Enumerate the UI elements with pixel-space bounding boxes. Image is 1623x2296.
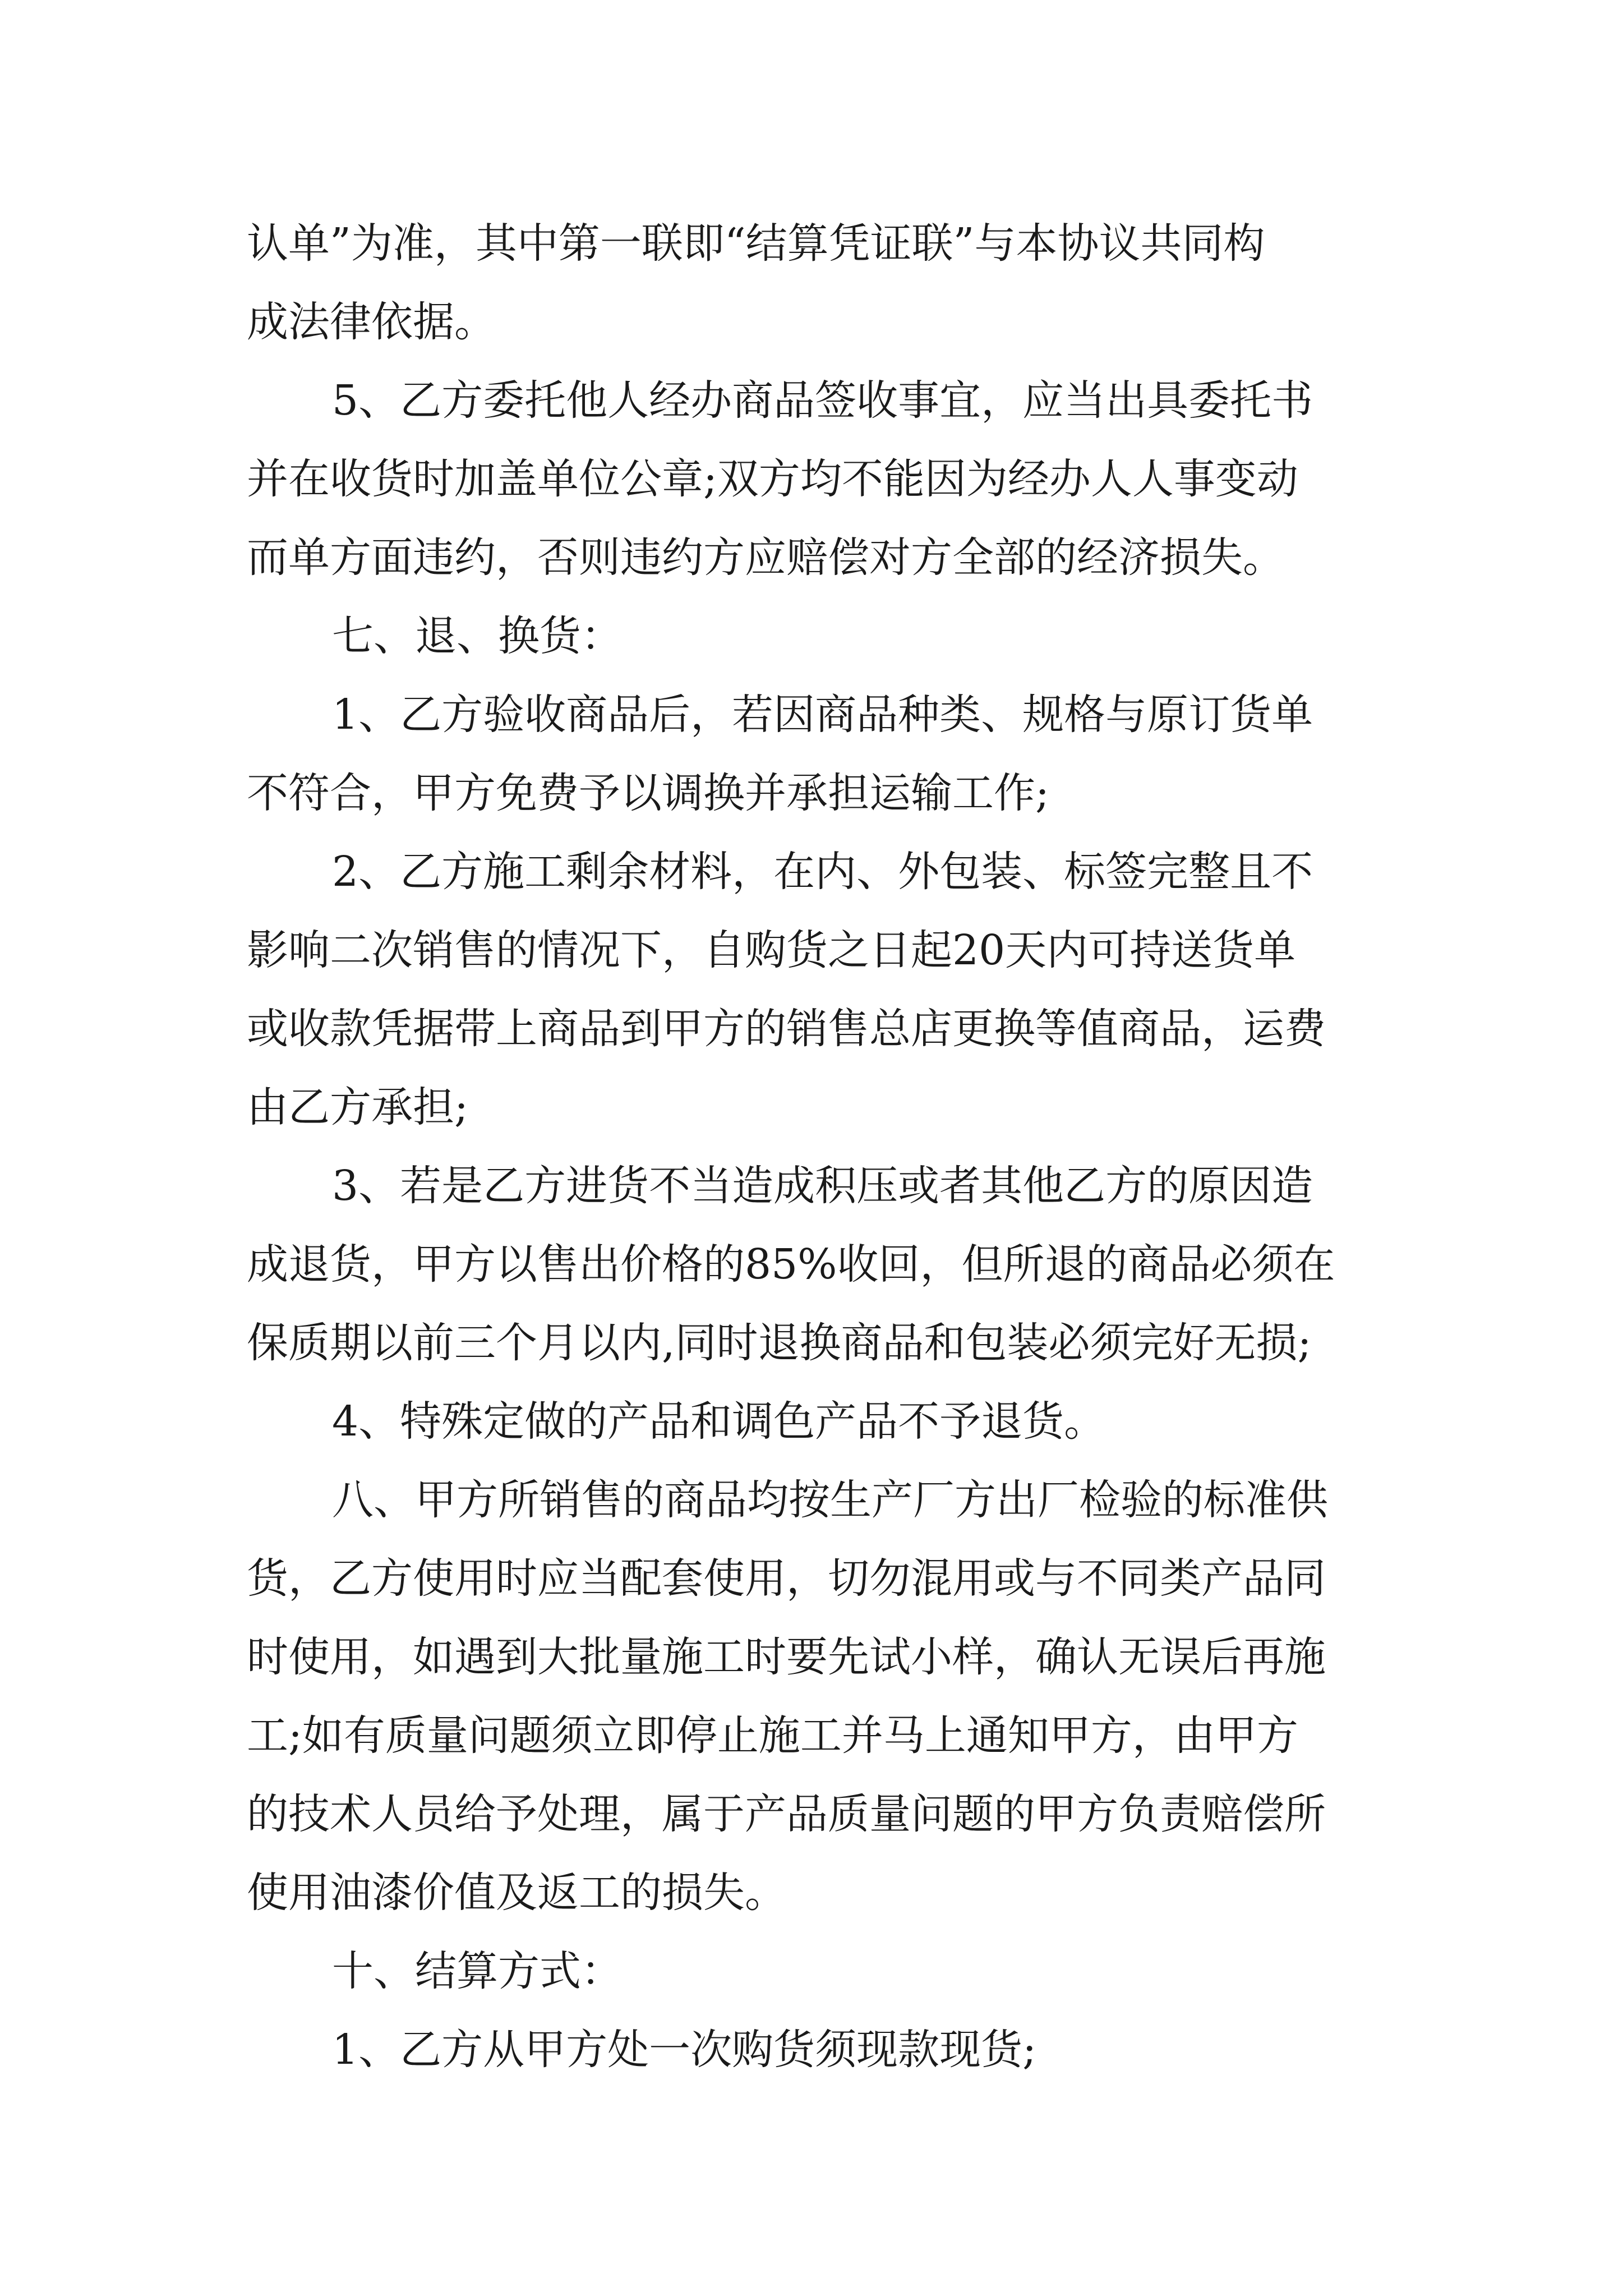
text-line: 货，乙方使用时应当配套使用，切勿混用或与不同类产品同: [247, 1554, 1326, 1603]
text-line: 5、乙方委托他人经办商品签收事宜，应当出具委托书: [332, 376, 1313, 425]
text-line: 1、乙方验收商品后，若因商品种类、规格与原订货单: [332, 691, 1313, 739]
text-line: 并在收货时加盖单位公章;双方均不能因为经办人人事变动: [247, 455, 1298, 503]
text-line: 或收款凭据带上商品到甲方的销售总店更换等值商品，运费: [247, 1005, 1326, 1053]
section-heading: 十、结算方式：: [332, 1947, 623, 1995]
text-line: 影响二次销售的情况下，自购货之日起20天内可持送货单: [247, 926, 1296, 974]
text-line: 4、特殊定做的产品和调色产品不予退货。: [332, 1397, 1106, 1446]
section-heading: 八、甲方所销售的商品均按生产厂方出厂检验的标准供: [332, 1476, 1328, 1524]
section-heading: 七、退、换货：: [332, 612, 623, 660]
text-line: 3、若是乙方进货不当造成积压或者其他乙方的原因造: [332, 1162, 1313, 1210]
text-line: 使用油漆价值及返工的损失。: [247, 1869, 786, 1917]
text-line: 成法律依据。: [247, 298, 496, 346]
text-line: 的技术人员给予处理，属于产品质量问题的甲方负责赔偿所: [247, 1790, 1326, 1838]
text-line: 工;如有质量问题须立即停止施工并马上通知甲方，由甲方: [247, 1711, 1298, 1760]
text-line: 时使用，如遇到大批量施工时要先试小样，确认无误后再施: [247, 1633, 1326, 1681]
text-line: 1、乙方从甲方处一次购货须现款现货;: [332, 2026, 1037, 2074]
text-line: 2、乙方施工剩余材料，在内、外包装、标签完整且不: [332, 848, 1313, 896]
text-line: 成退货，甲方以售出价格的85%收回，但所退的商品必须在: [247, 1240, 1335, 1289]
text-line: 认单”为准，其中第一联即“结算凭证联”与本协议共同构: [247, 219, 1265, 268]
text-line: 不符合，甲方免费予以调换并承担运输工作;: [247, 769, 1049, 817]
text-line: 保质期以前三个月以内,同时退换商品和包装必须完好无损;: [247, 1319, 1312, 1367]
text-line: 而单方面违约，否则违约方应赔偿对方全部的经济损失。: [247, 533, 1284, 582]
text-line: 由乙方承担;: [247, 1083, 468, 1131]
